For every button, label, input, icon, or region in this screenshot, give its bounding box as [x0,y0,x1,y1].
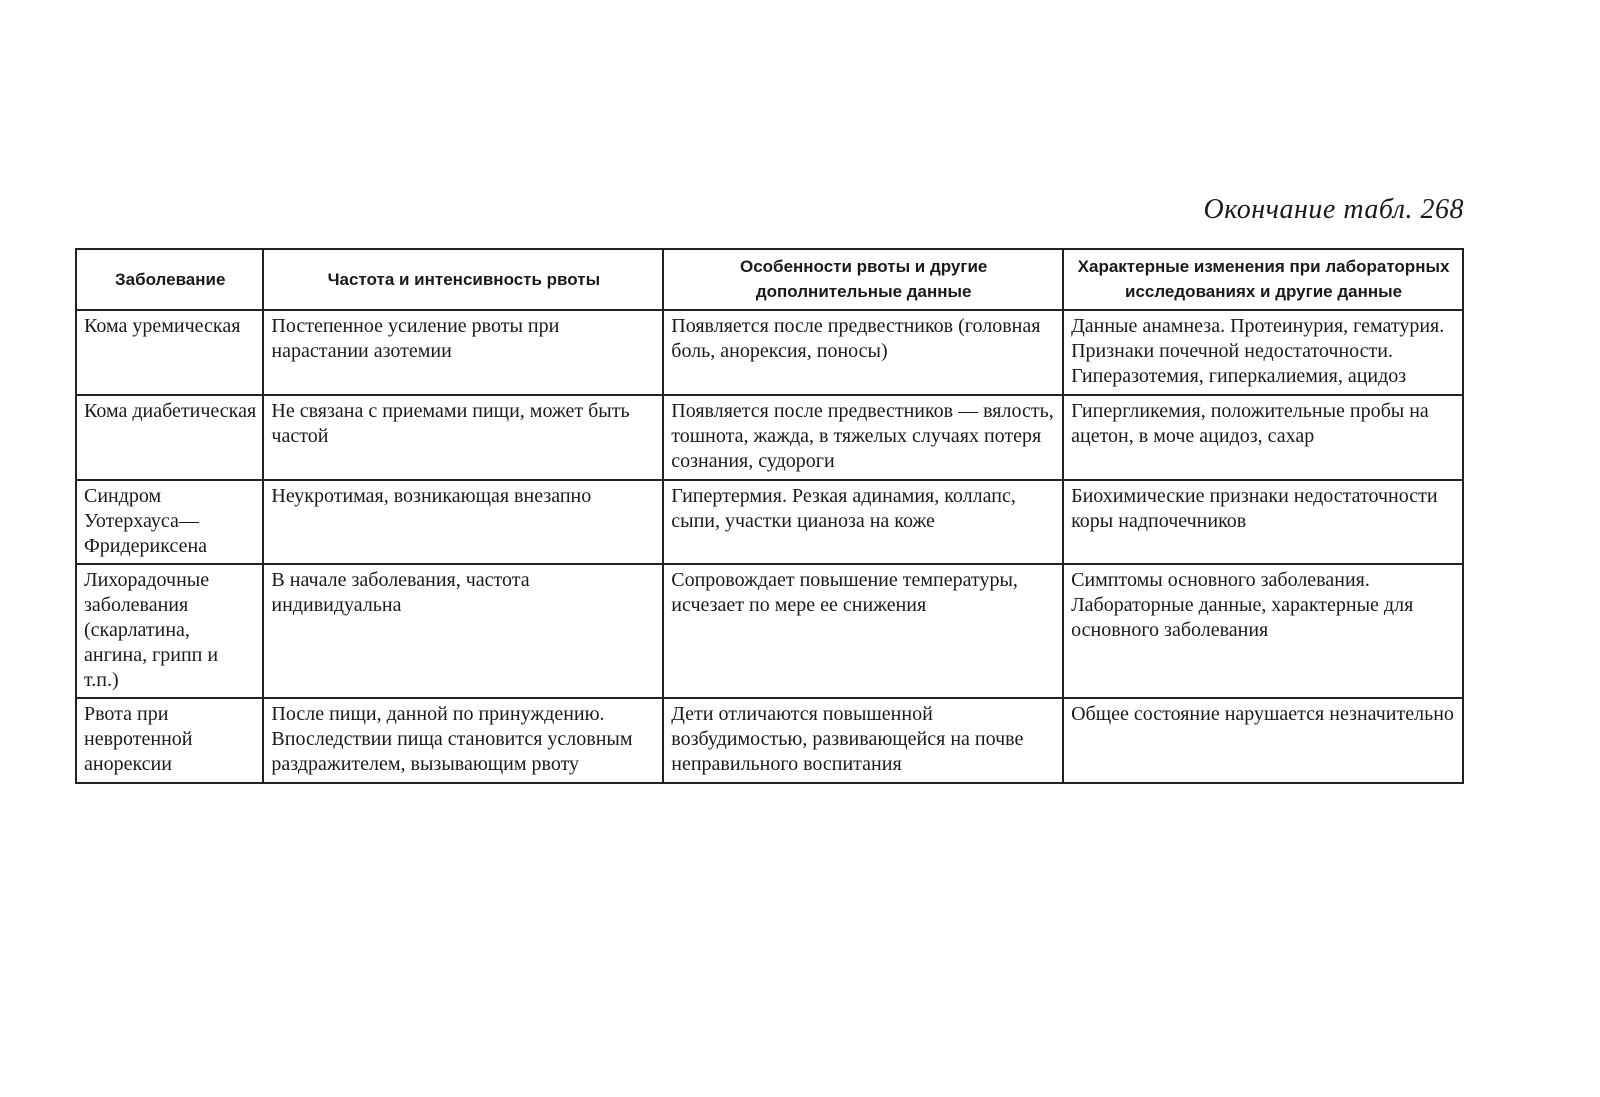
header-frequency: Частота и интенсивность рвоты [263,249,663,310]
table-cell: В начале заболевания, частота индивидуальна [263,564,663,698]
header-lab-changes: Характерные изменения при лабораторных исследованиях и другие данные [1063,249,1463,310]
table-cell: Сопровождает повышение температуры, исчезает по мере ее снижения [663,564,1063,698]
table-cell: Данные анамнеза. Протеинурия, гематурия. Признаки почечной недостаточности. Гиперазотемия, гиперкалиемия, ацидоз [1063,310,1463,395]
header-disease: Заболевание [76,249,263,310]
table-cell: Появляется после предвестников — вялость, тошнота, жажда, в тяжелых случаях потеря сознания, судороги [663,395,1063,480]
header-features: Особенности рвоты и другие дополнительные данные [663,249,1063,310]
table-row [76,698,1463,783]
table-cell: Рвота при невротенной анорексии [76,698,263,783]
table-caption: Окончание табл. 268 [1203,194,1464,225]
table-row [76,310,1463,395]
table-cell: Общее состояние нарушается незначительно [1063,698,1463,783]
table-header-row [76,249,1463,310]
table-cell: Кома уремическая [76,310,263,395]
table-cell: Не связана с приемами пищи, может быть частой [263,395,663,480]
table-cell: Появляется после предвестников (головная боль, анорексия, поносы) [663,310,1063,395]
table-cell: Постепенное усиление рвоты при нарастании азотемии [263,310,663,395]
table-cell: Неукротимая, возникающая внезапно [263,480,663,564]
vomiting-table [75,248,1464,784]
table-cell: Биохимические признаки недостаточности коры надпочечников [1063,480,1463,564]
table-cell: Синдром Уотерхауса—Фридериксена [76,480,263,564]
table-cell: Гипертермия. Резкая адинамия, коллапс, сыпи, участки цианоза на коже [663,480,1063,564]
table-cell: Симптомы основного заболевания. Лабораторные данные, характерные для основного заболевания [1063,564,1463,698]
table-cell: Лихорадочные заболевания (скарлатина, ангина, грипп и т.п.) [76,564,263,698]
table-row [76,480,1463,564]
table-row [76,564,1463,698]
table-cell: Дети отличаются повышенной возбудимостью, развивающейся на почве неправильного воспитания [663,698,1063,783]
table-cell: После пищи, данной по принуждению. Впоследствии пища становится условным раздражителем, вызывающим рвоту [263,698,663,783]
table-cell: Гипергликемия, положительные пробы на ацетон, в моче ацидоз, сахар [1063,395,1463,480]
table-cell: Кома диабетическая [76,395,263,480]
table-row [76,395,1463,480]
